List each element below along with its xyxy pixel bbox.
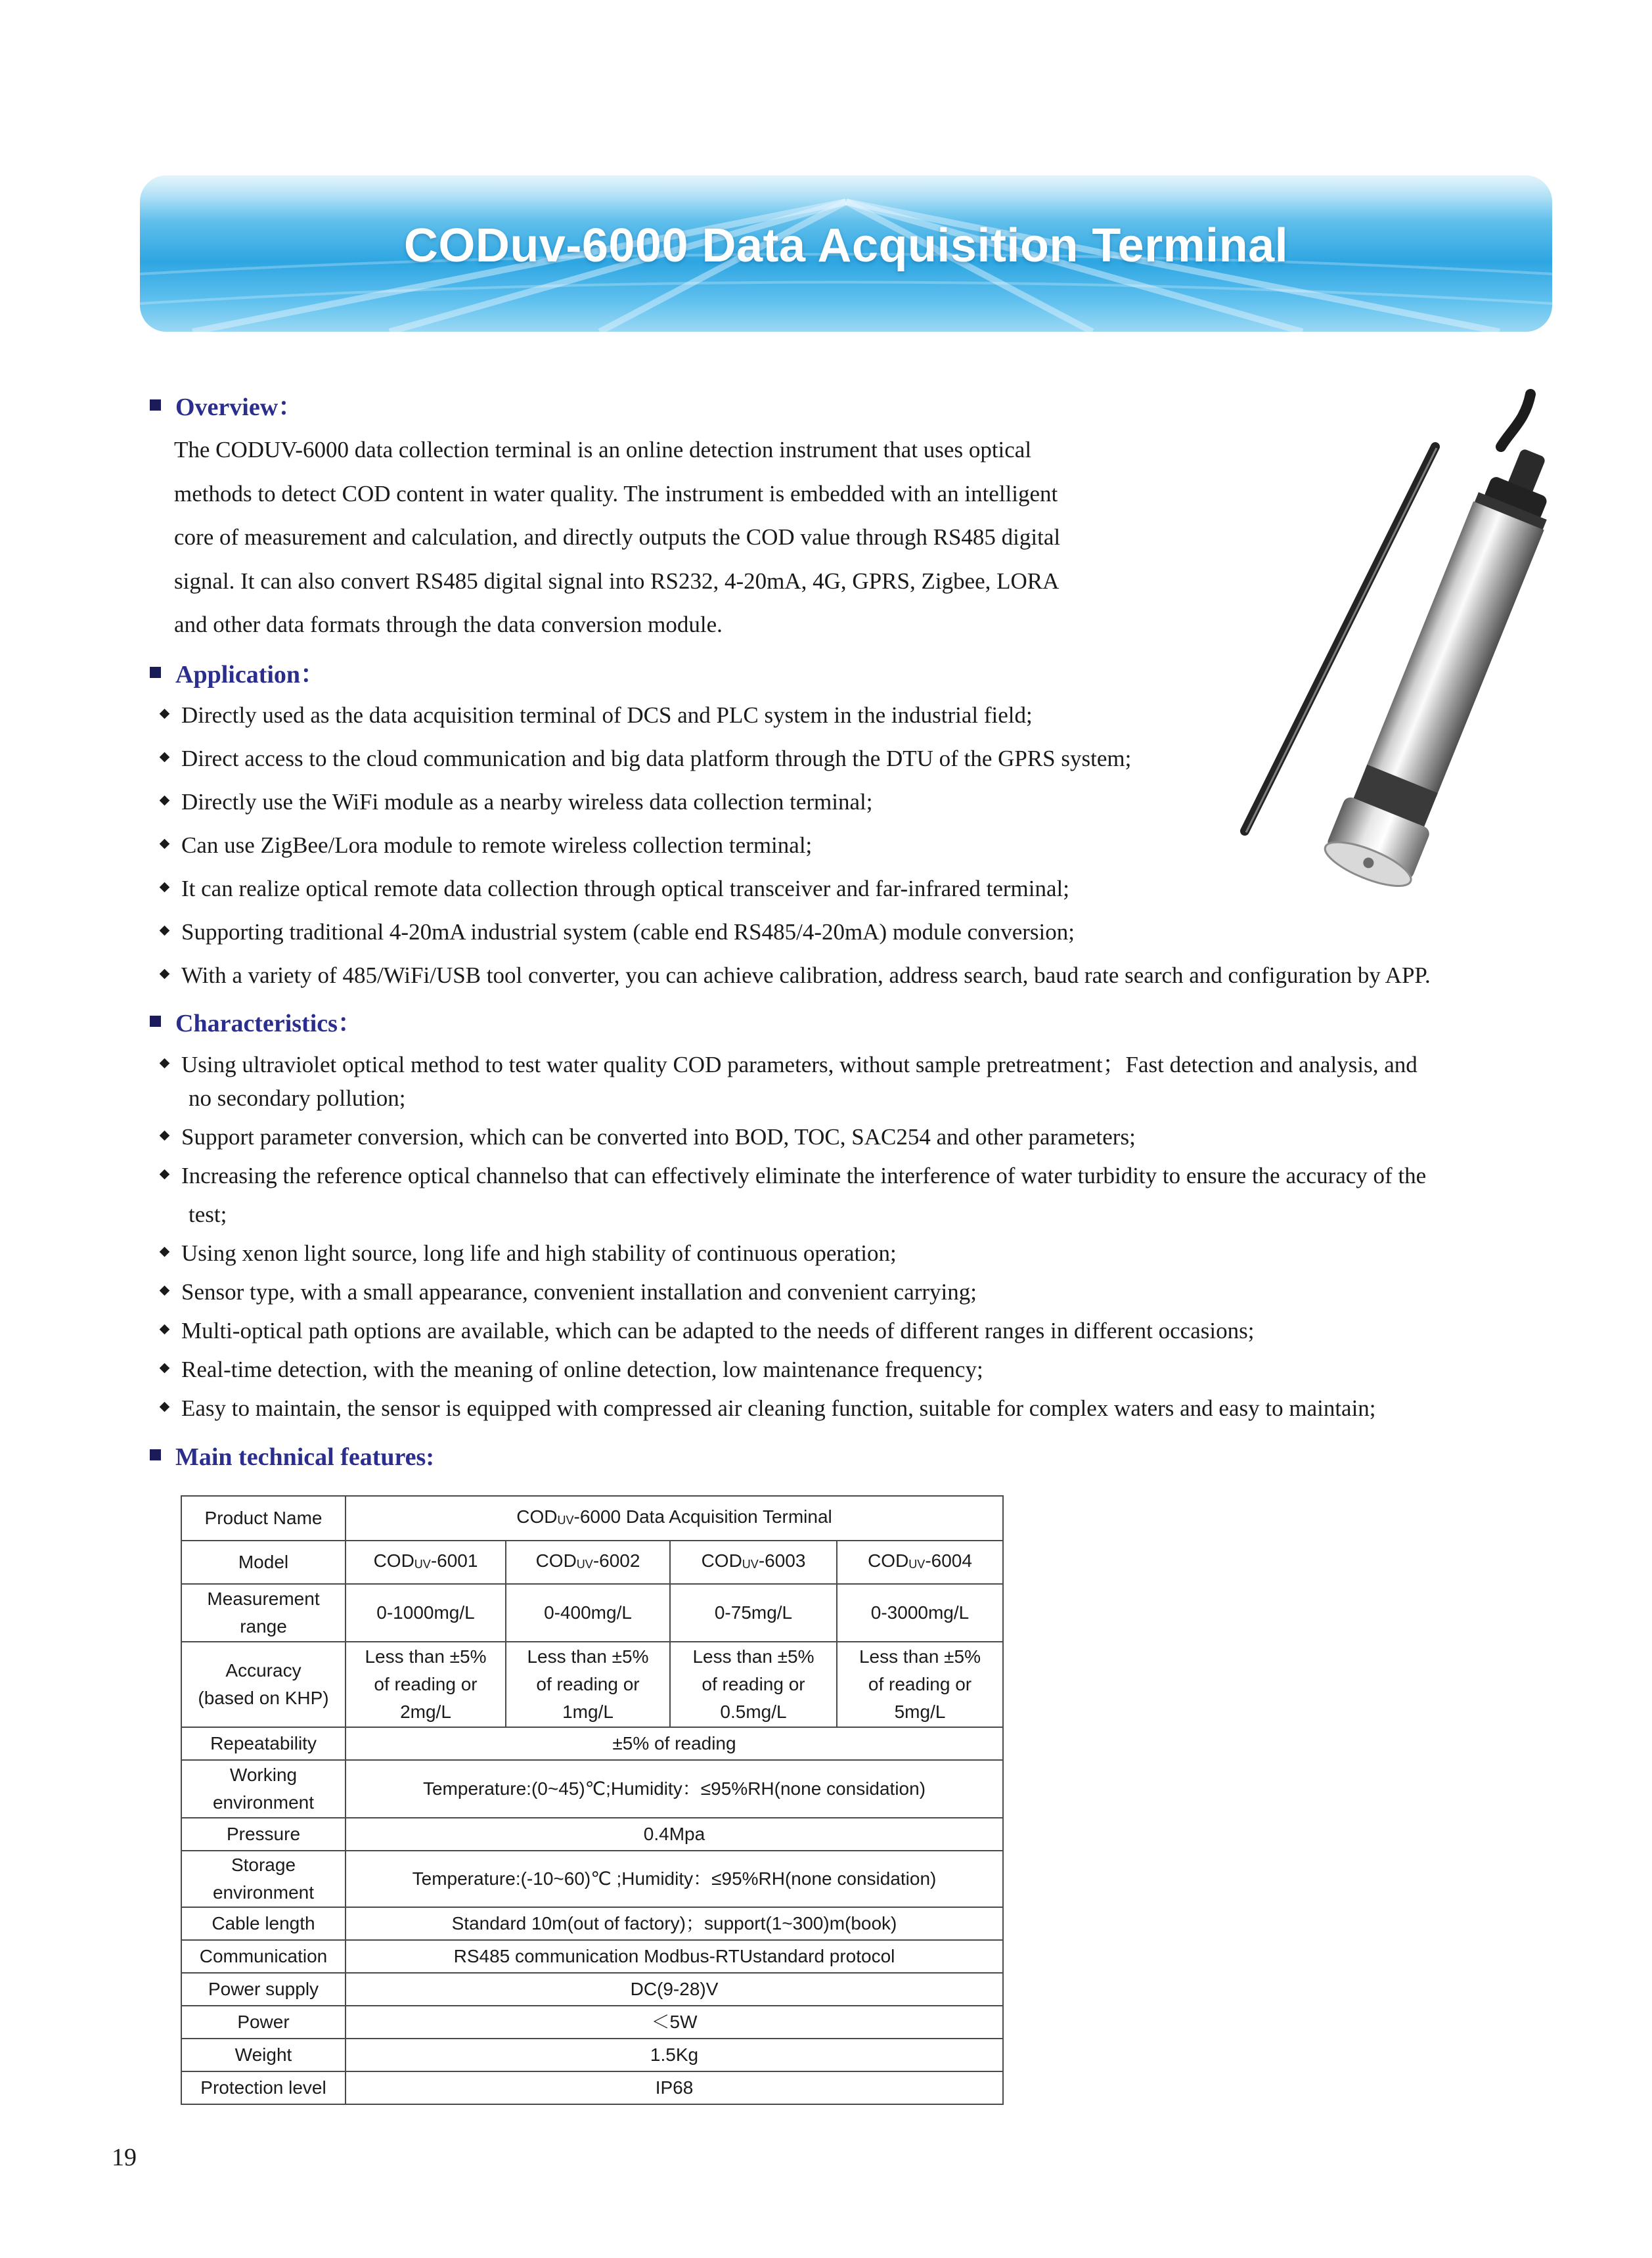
list-item: Can use ZigBee/Lora module to remote wireless collection terminal; — [161, 832, 812, 859]
table-value-cell: 0-3000mg/L — [837, 1584, 1003, 1642]
table-row — [181, 2006, 1003, 2039]
table-value-cell: Less than ±5% of reading or 5mg/L — [837, 1642, 1003, 1727]
table-label-cell: Communication — [181, 1940, 346, 1973]
overview-heading: Overview： — [150, 386, 303, 422]
table-label-cell: Power — [181, 2006, 346, 2039]
table-row — [181, 1973, 1003, 2006]
list-item: Directly used as the data acquisition terminal of DCS and PLC system in the industrial field; — [161, 702, 1033, 729]
list-item: Directly use the WiFi module as a nearby wireless data collection terminal; — [161, 789, 872, 815]
table-label-cell: Weight — [181, 2039, 346, 2071]
table-label-cell: Working environment — [181, 1760, 346, 1818]
table-label-cell: Storage environment — [181, 1851, 346, 1907]
table-value-cell: RS485 communication Modbus-RTUstandard protocol — [346, 1940, 1003, 1973]
features-heading: Main technical features: — [150, 1443, 434, 1472]
table-row — [181, 1940, 1003, 1973]
table-label-cell: Product Name — [181, 1496, 346, 1541]
square-bullet-icon — [150, 667, 161, 678]
table-value-cell: ±5% of reading — [346, 1727, 1003, 1760]
list-item: Easy to maintain, the sensor is equipped with compressed air cleaning function, suitable for complex waters and easy to maintain; — [161, 1395, 1376, 1422]
table-row — [181, 1541, 1003, 1584]
list-item: Using ultraviolet optical method to test water quality COD parameters, without sample pretreatment；Fast detection and analysis, and — [161, 1047, 1418, 1079]
square-bullet-icon — [150, 1016, 161, 1027]
list-item: Support parameter conversion, which can be converted into BOD, TOC, SAC254 and other parameters; — [161, 1124, 1136, 1150]
square-bullet-icon — [150, 399, 161, 411]
list-item-continuation: test; — [189, 1202, 227, 1227]
list-item: It can realize optical remote data collection through optical transceiver and far-infrared terminal; — [161, 876, 1069, 902]
page-title: CODuv-6000 Data Acquisition Terminal — [403, 219, 1289, 272]
table-value-cell: Less than ±5% of reading or 0.5mg/L — [670, 1642, 837, 1727]
table-value-cell: IP68 — [346, 2071, 1003, 2104]
table-value-cell: Temperature:(0~45)℃;Humidity：≤95%RH(none considation) — [346, 1760, 1003, 1818]
table-row — [181, 1760, 1003, 1818]
diamond-bullet-icon — [160, 1058, 170, 1069]
table-value-cell: $COD_{UV}-6001$ — [346, 1541, 506, 1584]
diamond-bullet-icon — [160, 926, 170, 936]
table-label-cell: Repeatability — [181, 1727, 346, 1760]
application-heading: Application： — [150, 654, 325, 690]
characteristics-heading: Characteristics： — [150, 1003, 363, 1039]
diamond-bullet-icon — [160, 969, 170, 980]
table-value-cell: 0-75mg/L — [670, 1584, 837, 1642]
list-item: Sensor type, with a small appearance, convenient installation and convenient carrying; — [161, 1279, 977, 1305]
list-item: Real-time detection, with the meaning of online detection, low maintenance frequency; — [161, 1357, 983, 1383]
table-row — [181, 1584, 1003, 1642]
list-item-continuation: no secondary pollution; — [189, 1085, 406, 1111]
table-label-cell: Model — [181, 1541, 346, 1584]
spec-table — [181, 1495, 1004, 2105]
table-value-cell: $COD_{UV}-6000$ Data Acquisition Terminal — [346, 1496, 1003, 1541]
table-row — [181, 1818, 1003, 1851]
diamond-bullet-icon — [160, 1324, 170, 1335]
overview-line: core of measurement and calculation, and directly outputs the COD value through RS485 digital — [174, 524, 1061, 550]
page-number: 19 — [112, 2144, 137, 2171]
diamond-bullet-icon — [160, 796, 170, 806]
table-value-cell: 0-1000mg/L — [346, 1584, 506, 1642]
table-label-cell: Pressure — [181, 1818, 346, 1851]
list-item: With a variety of 485/WiFi/USB tool converter, you can achieve calibration, address search, baud rate search and configuration by APP. — [161, 962, 1431, 989]
overview-line: and other data formats through the data conversion module. — [174, 612, 723, 637]
diamond-bullet-icon — [160, 1286, 170, 1296]
table-value-cell: Less than ±5% of reading or 1mg/L — [506, 1642, 670, 1727]
list-item: Multi-optical path options are available, which can be adapted to the needs of different ranges in different occasions; — [161, 1318, 1254, 1344]
table-row — [181, 1642, 1003, 1727]
table-value-cell: 1.5Kg — [346, 2039, 1003, 2071]
table-row — [181, 2071, 1003, 2104]
diamond-bullet-icon — [160, 752, 170, 763]
sensor-probe-image — [1195, 388, 1563, 900]
overview-line: The CODUV-6000 data collection terminal is an online detection instrument that uses optical — [174, 437, 1032, 463]
diamond-bullet-icon — [160, 709, 170, 719]
overview-paragraph — [174, 428, 1199, 647]
table-value-cell: $COD_{UV}-6004$ — [837, 1541, 1003, 1584]
table-row — [181, 1851, 1003, 1907]
table-label-cell: Measurement range — [181, 1584, 346, 1642]
diamond-bullet-icon — [160, 882, 170, 893]
table-value-cell: 0-400mg/L — [506, 1584, 670, 1642]
table-value-cell: Temperature:(-10~60)℃ ;Humidity：≤95%RH(none considation) — [346, 1851, 1003, 1907]
table-row — [181, 1727, 1003, 1760]
list-item: Direct access to the cloud communication and big data platform through the DTU of the GPRS system; — [161, 746, 1131, 772]
diamond-bullet-icon — [160, 1363, 170, 1374]
list-item: Using xenon light source, long life and high stability of continuous operation; — [161, 1240, 897, 1267]
table-value-cell: $COD_{UV}-6003$ — [670, 1541, 837, 1584]
table-row — [181, 2039, 1003, 2071]
overview-line: methods to detect COD content in water quality. The instrument is embedded with an intelligent — [174, 480, 1058, 507]
overview-line: signal. It can also convert RS485 digital signal into RS232, 4-20mA, 4G, GPRS, Zigbee, LORA — [174, 568, 1060, 594]
diamond-bullet-icon — [160, 1402, 170, 1412]
table-value-cell: Less than ±5% of reading or 2mg/L — [346, 1642, 506, 1727]
diamond-bullet-icon — [160, 1131, 170, 1141]
diamond-bullet-icon — [160, 839, 170, 849]
diamond-bullet-icon — [160, 1169, 170, 1180]
table-label-cell: Cable length — [181, 1907, 346, 1940]
table-value-cell: Standard 10m(out of factory)；support(1~300)m(book) — [346, 1907, 1003, 1940]
list-item: Supporting traditional 4-20mA industrial system (cable end RS485/4-20mA) module conversion; — [161, 919, 1075, 945]
table-row — [181, 1496, 1003, 1541]
diamond-bullet-icon — [160, 1247, 170, 1257]
table-value-cell: DC(9-28)V — [346, 1973, 1003, 2006]
table-value-cell: 0.4Mpa — [346, 1818, 1003, 1851]
table-value-cell: ＜5W — [346, 2006, 1003, 2039]
table-value-cell: $COD_{UV}-6002$ — [506, 1541, 670, 1584]
title-banner — [140, 175, 1552, 332]
table-label-cell: Accuracy (based on KHP) — [181, 1642, 346, 1727]
square-bullet-icon — [150, 1449, 161, 1460]
list-item: Increasing the reference optical channelso that can effectively eliminate the interference of water turbidity to ensure the accuracy of the — [161, 1163, 1426, 1189]
table-row — [181, 1907, 1003, 1940]
table-label-cell: Power supply — [181, 1973, 346, 2006]
table-label-cell: Protection level — [181, 2071, 346, 2104]
